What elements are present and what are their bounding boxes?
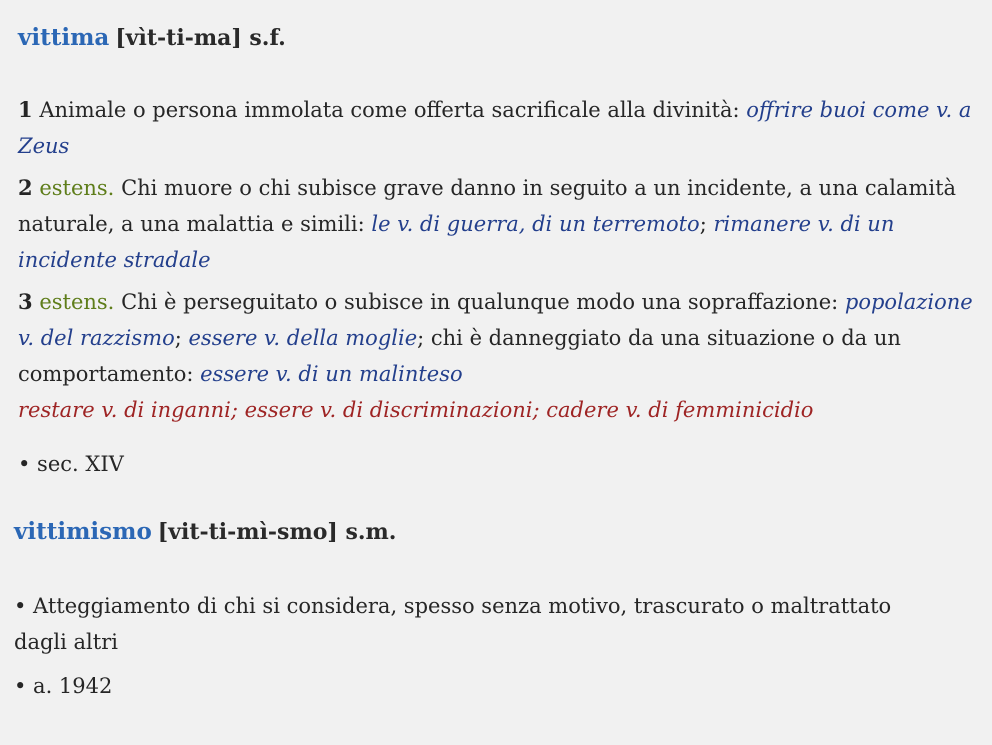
date-line bbox=[14, 668, 974, 704]
sense-2 bbox=[18, 170, 978, 278]
date-line bbox=[18, 446, 978, 482]
sense-example: essere v. di un malinteso bbox=[200, 362, 463, 386]
sense-text: Chi è perseguitato o subisce in qualunque modo una sopraffazione: bbox=[121, 290, 839, 314]
sense-3 bbox=[18, 284, 978, 428]
separator: ; bbox=[699, 212, 707, 236]
sense-number: 1 bbox=[18, 97, 33, 122]
headword: vittimismo bbox=[14, 518, 152, 545]
sense-example: rimanere v. di un incidente stradale bbox=[18, 212, 895, 272]
sense-number: 2 bbox=[18, 175, 33, 200]
added-examples: restare v. di inganni; essere v. di discriminazioni; cadere v. di femminicidio bbox=[18, 398, 814, 422]
sense-label: estens. bbox=[39, 176, 115, 200]
sense-example: popolazione v. del razzismo bbox=[18, 290, 973, 350]
sense-text: Animale o persona immolata come offerta sacrificale alla divinità: bbox=[39, 98, 740, 122]
headword: vittima bbox=[18, 24, 110, 51]
headword-line bbox=[14, 518, 396, 545]
sense-example: le v. di guerra, di un terremoto bbox=[371, 212, 700, 236]
pronunciation: [vit-ti-mì-smo] s.m. bbox=[157, 519, 397, 545]
sense-label: estens. bbox=[39, 290, 115, 314]
definition bbox=[14, 588, 894, 660]
date: • a. 1942 bbox=[14, 674, 113, 698]
sense-text: Chi muore o chi subisce grave danno in seguito a un incidente, a una calamità naturale, a una malattia e simili: bbox=[18, 176, 957, 236]
date: • sec. XIV bbox=[18, 452, 124, 476]
sense-1 bbox=[18, 92, 978, 164]
sense-number: 3 bbox=[18, 289, 33, 314]
headword-line bbox=[18, 24, 286, 51]
separator: ; bbox=[174, 326, 182, 350]
sense-example: offrire buoi come v. a Zeus bbox=[18, 98, 972, 158]
sense-text: ; chi è danneggiato da una situazione o da un comportamento: bbox=[18, 326, 901, 386]
pronunciation: [vìt-ti-ma] s.f. bbox=[115, 25, 286, 51]
definition-text: • Atteggiamento di chi si considera, spesso senza motivo, trascurato o maltrattato dagli altri bbox=[14, 594, 892, 654]
sense-example: essere v. della moglie bbox=[188, 326, 418, 350]
